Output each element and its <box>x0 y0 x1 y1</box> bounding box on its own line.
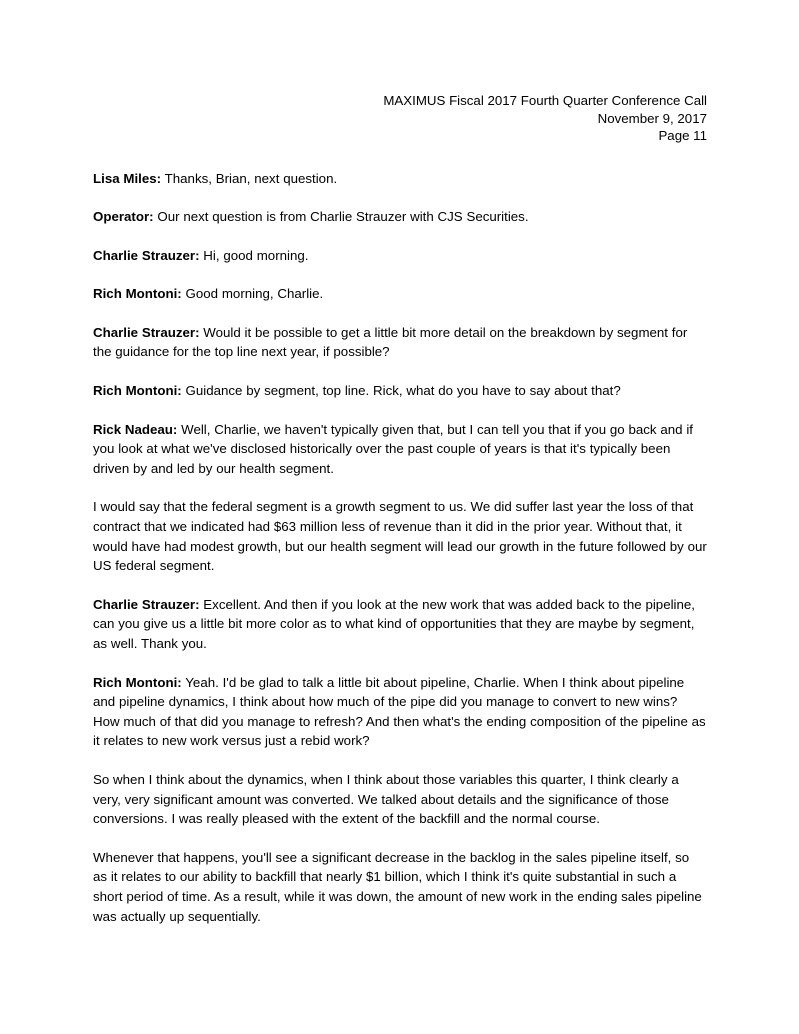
speaker-label: Rich Montoni: <box>93 674 182 690</box>
transcript-paragraph <box>93 848 707 926</box>
speaker-label: Rick Nadeau: <box>93 421 178 437</box>
paragraph-text: Hi, good morning. <box>199 247 309 263</box>
paragraph-text: Good morning, Charlie. <box>181 286 324 302</box>
transcript-paragraph <box>93 284 707 304</box>
paragraph-text: Yeah. I'd be glad to talk a little bit about pipeline, Charlie. When I think about pipeline and pipeline dynamics, I think about how much of the pipe did you manage to convert to new wins? How much of that did you manage to refresh? And then what's the ending composition of the pipeline as it relates to new work versus just a rebid work? <box>93 674 706 749</box>
speaker-label: Operator: <box>93 209 154 225</box>
paragraph-text: Thanks, Brian, next question. <box>161 170 338 186</box>
paragraph-text: Would it be possible to get a little bit more detail on the breakdown by segment for the guidance for the top line next year, if possible? <box>93 324 688 360</box>
transcript-paragraph <box>93 673 707 751</box>
transcript-paragraph <box>93 497 707 575</box>
header-date: November 9, 2017 <box>597 110 707 126</box>
paragraph-text: So when I think about the dynamics, when I think about those variables this quarter, I think clearly a very, very significant amount was converted. We talked about details and the significance of those conversions. I was really pleased with the extent of the backfill and the normal course. <box>93 771 679 827</box>
speaker-label: Charlie Strauzer: <box>93 247 200 263</box>
transcript-paragraph <box>93 169 707 189</box>
transcript-paragraph <box>93 595 707 654</box>
header-page-number: Page 11 <box>658 128 707 143</box>
transcript-paragraph <box>93 381 707 401</box>
paragraph-text: Excellent. And then if you look at the new work that was added back to the pipeline, can you give us a little bit more color as to what kind of opportunities that they are maybe by segment, as well. Thank you. <box>93 596 695 651</box>
speaker-label: Rich Montoni: <box>93 286 182 302</box>
document-header <box>93 92 707 145</box>
header-title: MAXIMUS Fiscal 2017 Fourth Quarter Conference Call <box>383 93 707 108</box>
paragraph-text: I would say that the federal segment is a growth segment to us. We did suffer last year the loss of that contract that we indicated had $63 million less of revenue than it did in the prior year. Without that, it would have had modest growth, but our health segment will lead our growth in the future followed by our US federal segment. <box>93 499 707 574</box>
transcript-paragraph <box>93 420 707 479</box>
transcript-paragraph <box>93 207 707 227</box>
transcript-body <box>93 169 707 927</box>
transcript-paragraph <box>93 246 707 266</box>
transcript-paragraph <box>93 770 707 829</box>
paragraph-text: Whenever that happens, you'll see a significant decrease in the backlog in the sales pipeline itself, so as it relates to our ability to backfill that nearly $1 billion, which I think it's quite substantial in such a short period of time. As a result, while it was down, the amount of new work in the ending sales pipeline was actually up sequentially. <box>93 849 702 924</box>
page-content <box>93 92 707 926</box>
speaker-label: Charlie Strauzer: <box>93 324 200 340</box>
paragraph-text: Well, Charlie, we haven't typically given that, but I can tell you that if you go back and if you look at what we've disclosed historically over the past couple of years is that it's typically been driven by and led by our health segment. <box>93 421 694 476</box>
speaker-label: Rich Montoni: <box>93 383 182 399</box>
paragraph-text: Our next question is from Charlie Strauzer with CJS Securities. <box>153 209 529 225</box>
transcript-paragraph <box>93 323 707 362</box>
speaker-label: Lisa Miles: <box>93 170 162 186</box>
speaker-label: Charlie Strauzer: <box>93 596 200 612</box>
paragraph-text: Guidance by segment, top line. Rick, what do you have to say about that? <box>181 383 621 399</box>
